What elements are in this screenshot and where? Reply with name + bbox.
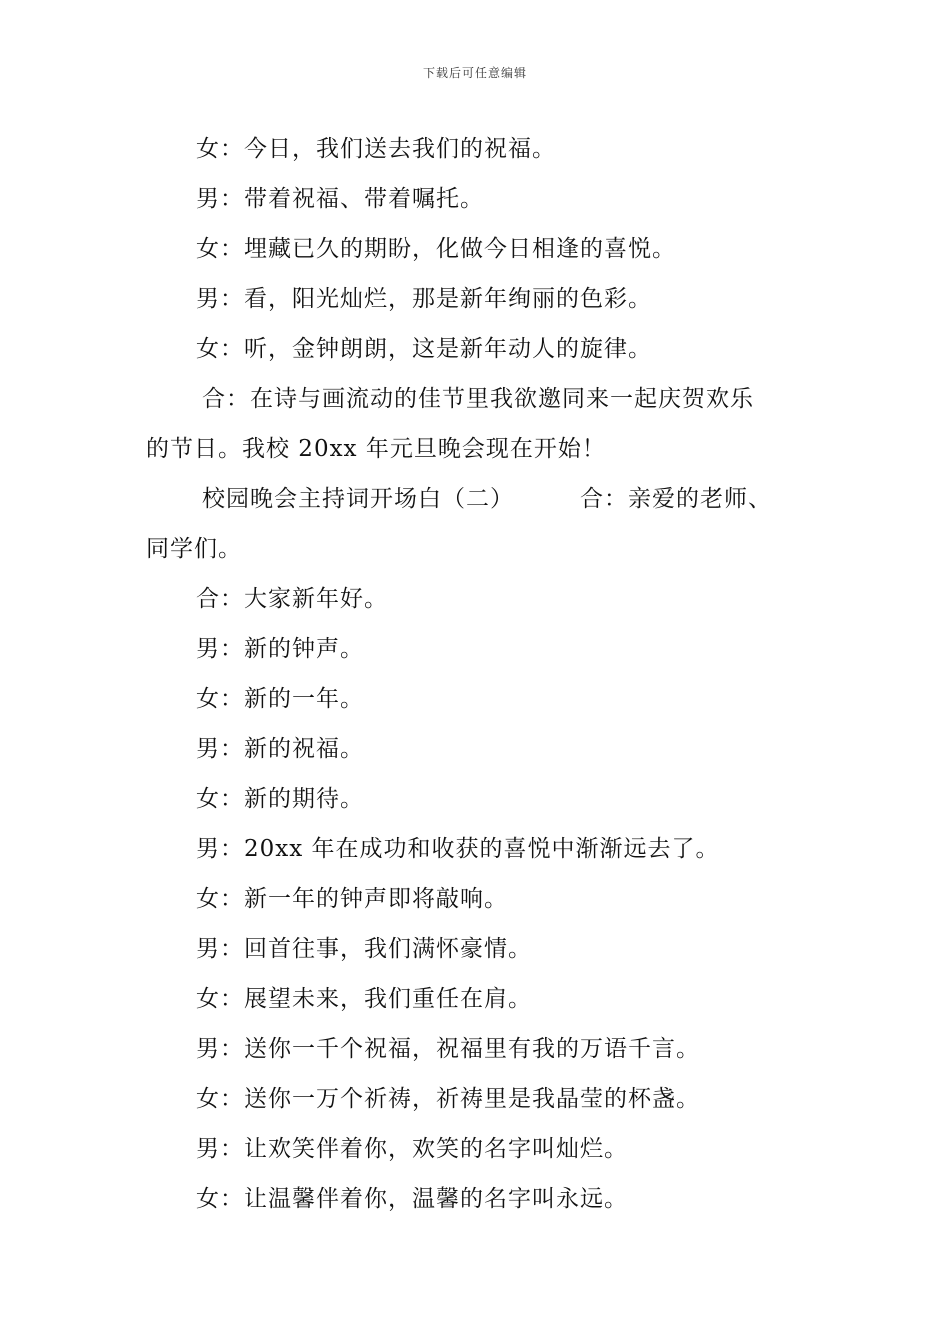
dialogue-line: 男：回首往事，我们满怀豪情。 [196, 936, 532, 962]
section-heading-line [146, 474, 826, 524]
dialogue-line: 合：在诗与画流动的佳节里我欲邀同来一起庆贺欢乐 [202, 386, 754, 412]
dialogue-line: 女：新的期待。 [196, 786, 364, 812]
dialogue-line: 男：送你一千个祝福，祝福里有我的万语千言。 [196, 1036, 700, 1062]
dialogue-line: 女：今日，我们送去我们的祝福。 [196, 136, 556, 162]
dialogue-line: 合：大家新年好。 [196, 586, 388, 612]
dialogue-line: 男：让欢笑伴着你，欢笑的名字叫灿烂。 [196, 1136, 628, 1162]
document-body [146, 124, 826, 1224]
dialogue-line: 女：埋藏已久的期盼，化做今日相逢的喜悦。 [196, 236, 676, 262]
dialogue-fragment: 合：亲爱的老师、 [580, 486, 772, 512]
dialogue-line: 女：送你一万个祈祷，祈祷里是我晶莹的杯盏。 [196, 1086, 700, 1112]
dialogue-line: 男：新的祝福。 [196, 736, 364, 762]
dialogue-line: 男：新的钟声。 [196, 636, 364, 662]
dialogue-line: 女：新一年的钟声即将敲响。 [196, 886, 508, 912]
dialogue-line: 女：展望未来，我们重任在肩。 [196, 986, 532, 1012]
dialogue-line-continued: 同学们。 [146, 536, 242, 562]
dialogue-line: 女：新的一年。 [196, 686, 364, 712]
dialogue-line: 女：听，金钟朗朗，这是新年动人的旋律。 [196, 336, 652, 362]
dialogue-line: 女：让温馨伴着你，温馨的名字叫永远。 [196, 1186, 628, 1212]
dialogue-line-continued: 的节日。我校 20xx 年元旦晚会现在开始！ [146, 436, 606, 462]
section-title: 校园晚会主持词开场白（二） [202, 486, 514, 512]
dialogue-line: 男：带着祝福、带着嘱托。 [196, 186, 484, 212]
dialogue-line: 男：看，阳光灿烂，那是新年绚丽的色彩。 [196, 286, 652, 312]
dialogue-line: 男：20xx 年在成功和收获的喜悦中渐渐远去了。 [196, 836, 720, 862]
page-header: 下载后可任意编辑 [422, 66, 527, 80]
